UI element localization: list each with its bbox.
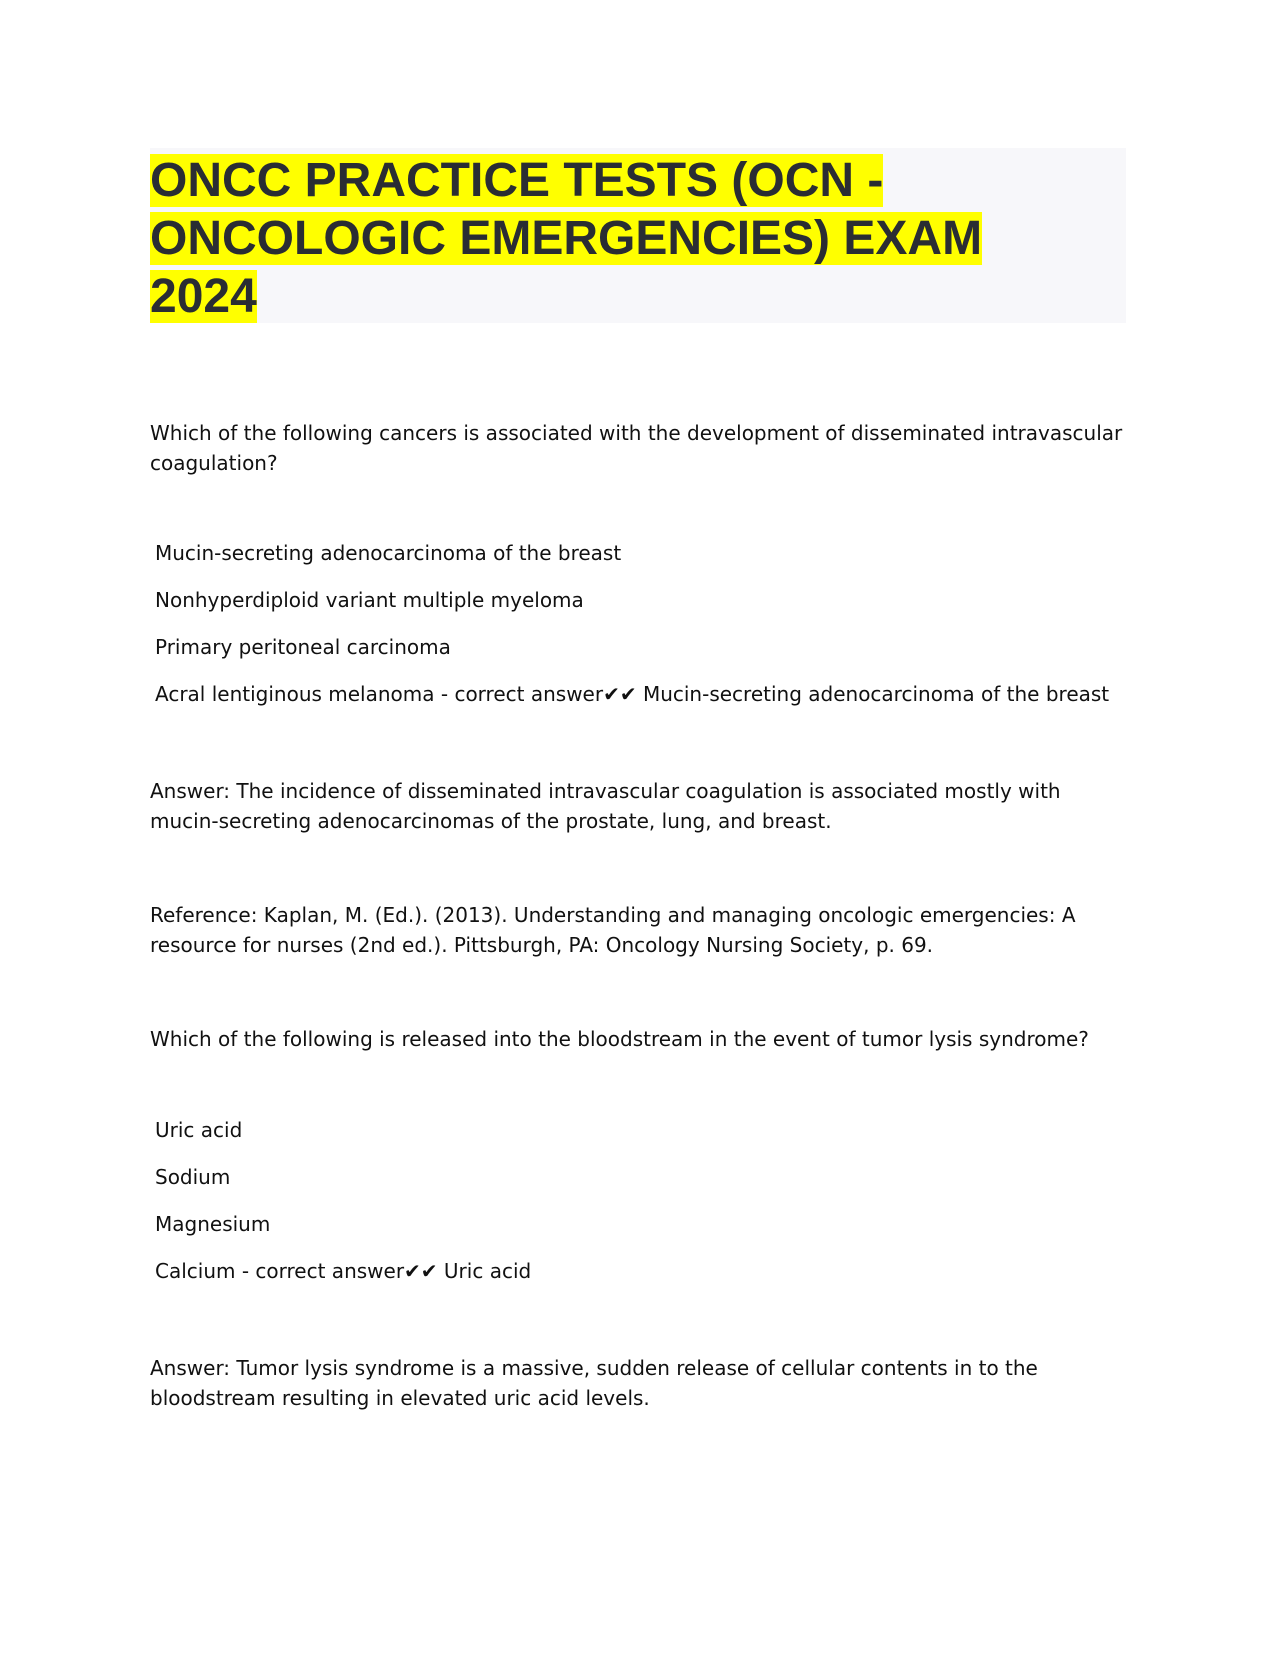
document-page: [150, 148, 1126, 1410]
question-1-text: Which of the following cancers is associated with the development of disseminated intravascular coagulation?: [150, 421, 1123, 475]
question-1-option-b: Nonhyperdiploid variant multiple myeloma: [155, 588, 584, 612]
title-line-2: ONCOLOGIC EMERGENCIES) EXAM: [150, 212, 983, 265]
question-2-option-b: Sodium: [155, 1165, 231, 1189]
title-block: [150, 148, 1126, 323]
question-2-text: Which of the following is released into the bloodstream in the event of tumor lysis syndrome?: [150, 1027, 1089, 1051]
question-2-answer: Answer: Tumor lysis syndrome is a massive, sudden release of cellular contents in to the bloodstream resulting in elevated uric acid levels.: [150, 1356, 1038, 1410]
question-1-option-c: Primary peritoneal carcinoma: [155, 635, 451, 659]
question-2-option-a: Uric acid: [155, 1118, 243, 1142]
document-title: [150, 152, 1126, 326]
question-2-options: [155, 1115, 1131, 1303]
question-2-option-d: Calcium - correct answer✔✔ Uric acid: [155, 1259, 532, 1283]
question-1-option-d: Acral lentiginous melanoma - correct answer✔✔ Mucin-secreting adenocarcinoma of the breast: [155, 682, 1110, 706]
title-line-3: 2024: [150, 270, 257, 323]
title-line-1: ONCC PRACTICE TESTS (OCN -: [150, 154, 884, 207]
question-1-reference: Reference: Kaplan, M. (Ed.). (2013). Understanding and managing oncologic emergencies: A resource for nurses (2nd ed.). Pittsburgh, PA: Oncology Nursing Society, p. 69.: [150, 903, 1076, 957]
question-2-option-c: Magnesium: [155, 1212, 271, 1236]
question-1-options: [155, 538, 1131, 726]
question-1-answer: Answer: The incidence of disseminated intravascular coagulation is associated mostly with mucin-secreting adenocarcinomas of the prostate, lung, and breast.: [150, 779, 1061, 833]
question-1-option-a: Mucin-secreting adenocarcinoma of the breast: [155, 541, 622, 565]
